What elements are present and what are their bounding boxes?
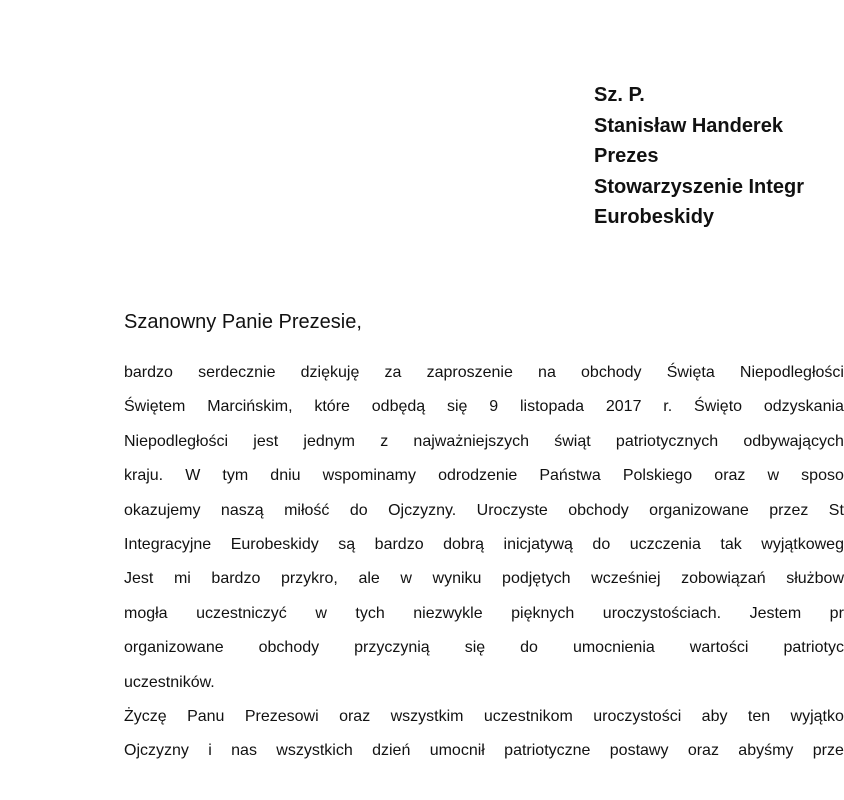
body-line: organizowane obchody przyczynią się do umocnienia wartości patriotyc — [124, 639, 844, 657]
recipient-organization: Stowarzyszenie Integr — [594, 175, 805, 198]
recipient-position: Prezes — [594, 145, 659, 167]
body-line: Niepodległości jest jednym z najważniejszych świąt patriotycznych odbywających — [124, 432, 844, 450]
body-line: Integracyjne Eurobeskidy są bardzo dobrą inicjatywą do uczczenia tak wyjątkoweg — [124, 535, 844, 553]
body-line: kraju. W tym dniu wspominamy odrodzenie Państwa Polskiego oraz w sposo — [124, 467, 844, 485]
body-line: Świętem Marcińskim, które odbędą się 9 listopada 2017 r. Święto odzyskania — [124, 398, 844, 416]
body-line: bardzo serdecznie dziękuję za zaproszenie na obchody Święta Niepodległości — [124, 364, 844, 381]
letter-body — [124, 356, 844, 769]
body-line: okazujemy naszą miłość do Ojczyzny. Uroczyste obchody organizowane przez St — [124, 501, 844, 519]
body-line: Życzę Panu Prezesowi oraz wszystkim uczestnikom uroczystości aby ten wyjątko — [124, 707, 844, 725]
body-line: uczestników. — [124, 673, 215, 691]
recipient-organization-name: Eurobeskidy — [594, 206, 715, 228]
body-line: mogła uczestniczyć w tych niezwykle pięknych uroczystościach. Jestem pr — [124, 604, 844, 622]
recipient-address-block — [594, 80, 804, 233]
recipient-title: Sz. P. — [594, 84, 645, 106]
body-line: Ojczyzny i nas wszystkich dzień umocnił patriotyczne postawy oraz abyśmy prze — [124, 742, 844, 760]
salutation: Szanowny Panie Prezesie, — [124, 311, 362, 333]
recipient-name: Stanisław Handerek — [594, 114, 783, 137]
body-line: Jest mi bardzo przykro, ale w wyniku podjętych wcześniej zobowiązań służbow — [124, 570, 844, 588]
